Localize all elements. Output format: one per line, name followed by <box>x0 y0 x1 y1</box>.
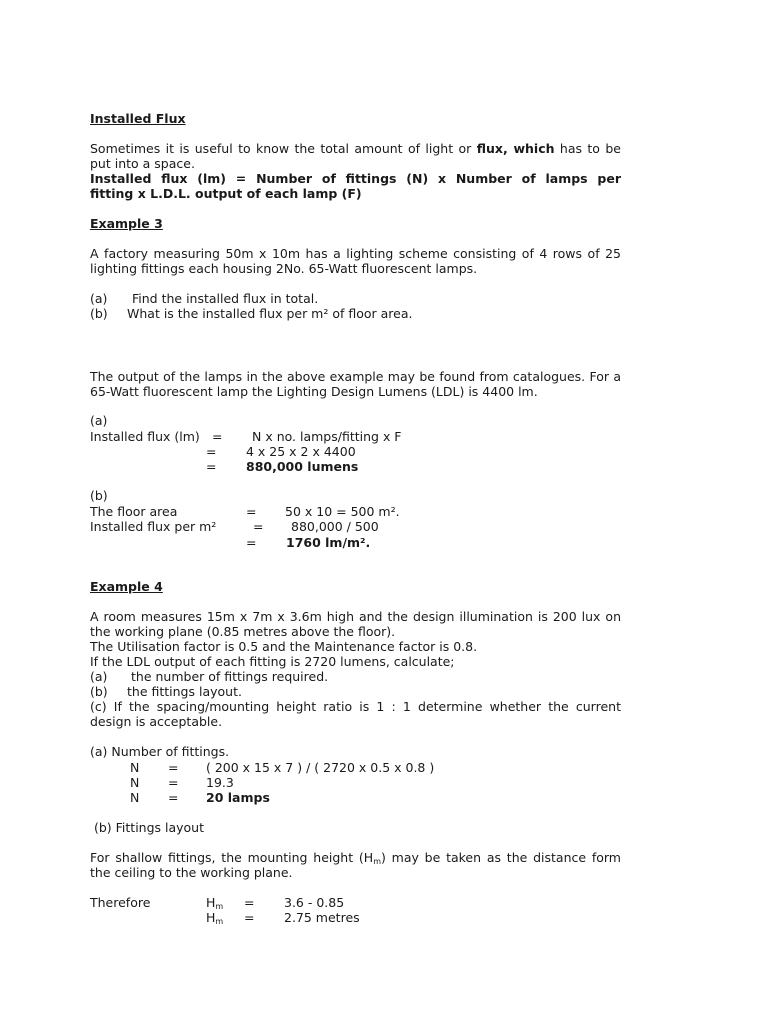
example-4-solution-a-heading: (a) Number of fittings. <box>90 744 230 759</box>
example-4-text-line-4: If the LDL output of each fitting is 2720 lumens, calculate; <box>90 654 455 669</box>
example-3-question-b-text: What is the installed flux per m² of floor area. <box>127 306 413 321</box>
example-3-solution-b-row2-label: Installed flux per m² <box>90 519 217 534</box>
installed-flux-formula-line-1: Installed flux (lm) = Number of fittings (N) x Number of lamps per <box>90 171 621 186</box>
installed-flux-formula-line-2: fitting x L.D.L. output of each lamp (F) <box>90 186 362 201</box>
example-3-solution-a-label: (a) <box>90 413 108 428</box>
example-3-question-a-label: (a) <box>90 291 108 306</box>
example-3-output-line-1: The output of the lamps in the above example may be found from catalogues. For a <box>90 369 621 384</box>
example-4-hm-equals: = <box>244 910 255 925</box>
example-4-text-line-2: the working plane (0.85 metres above the floor). <box>90 624 396 639</box>
example-3-solution-b-row1-value: 50 x 10 = 500 m². <box>285 504 400 519</box>
example-4-hm-row1-value: 3.6 - 0.85 <box>284 895 345 910</box>
example-3-solution-a-row2-value: 4 x 25 x 2 x 4400 <box>246 444 356 459</box>
example-4-hm-label: $H_m$ <box>206 910 224 926</box>
example-4-solution-b-heading: (b) Fittings layout <box>90 820 205 835</box>
example-4-n-equals: = <box>168 790 179 805</box>
example-3-solution-b-row1-equals: = <box>246 504 257 519</box>
example-4-hm-row2-value: 2.75 metres <box>284 910 360 925</box>
example-3-solution-a-row1-value: N x no. lamps/fitting x F <box>252 429 402 444</box>
example-3-solution-a-result: 880,000 lumens <box>246 459 359 474</box>
installed-flux-intro-line-2: put into a space. <box>90 156 195 171</box>
example-4-n-label: N <box>130 775 140 790</box>
example-3-text-line-2: lighting fittings each housing 2No. 65-Watt fluorescent lamps. <box>90 261 478 276</box>
example-4-question-c-line-1: (c) If the spacing/mounting height ratio is 1 : 1 determine whether the current <box>90 699 621 714</box>
example-3-question-a-text: Find the installed flux in total. <box>132 291 319 306</box>
example-3-solution-b-row2-value: 880,000 / 500 <box>291 519 379 534</box>
example-4-shallow-line-2: the ceiling to the working plane. <box>90 865 293 880</box>
example-4-n-result: 20 lamps <box>206 790 270 805</box>
example-4-n-label: N <box>130 790 140 805</box>
example-4-n-equals: = <box>168 760 179 775</box>
example-4-heading: Example 4 <box>90 579 163 594</box>
example-3-heading: Example 3 <box>90 216 163 231</box>
example-4-question-a-label: (a) <box>90 669 108 684</box>
example-4-n-row1-value: ( 200 x 15 x 7 ) / ( 2720 x 0.5 x 0.8 ) <box>206 760 435 775</box>
example-4-text-line-3: The Utilisation factor is 0.5 and the Maintenance factor is 0.8. <box>90 639 478 654</box>
example-4-hm-equals: = <box>244 895 255 910</box>
example-4-question-a-text: the number of fittings required. <box>131 669 329 684</box>
example-3-text-line-1: A factory measuring 50m x 10m has a lighting scheme consisting of 4 rows of 25 <box>90 246 621 261</box>
installed-flux-intro-line-1: Sometimes it is useful to know the total amount of light or flux, which has to be <box>90 141 621 156</box>
example-4-question-c-line-2: design is acceptable. <box>90 714 223 729</box>
example-4-n-row2-value: 19.3 <box>206 775 234 790</box>
example-4-shallow-line-1: For shallow fittings, the mounting height $(H_m)$ may be taken as the distance form <box>90 850 621 866</box>
example-3-question-b-label: (b) <box>90 306 108 321</box>
example-3-solution-b-label: (b) <box>90 488 108 503</box>
example-3-solution-a-row2-equals: = <box>206 444 217 459</box>
example-3-solution-a-row1-label: Installed flux (lm) <box>90 429 200 444</box>
section-heading-installed-flux: Installed Flux <box>90 111 186 126</box>
example-4-question-b-text: the fittings layout. <box>127 684 242 699</box>
example-3-solution-b-row3-equals: = <box>246 535 257 550</box>
example-3-solution-a-row3-equals: = <box>206 459 217 474</box>
example-4-text-line-1: A room measures 15m x 7m x 3.6m high and the design illumination is 200 lux on <box>90 609 621 624</box>
example-3-output-line-2: 65-Watt fluorescent lamp the Lighting Design Lumens (LDL) is 4400 lm. <box>90 384 538 399</box>
example-4-therefore: Therefore <box>90 895 151 910</box>
example-4-n-equals: = <box>168 775 179 790</box>
example-4-question-b-label: (b) <box>90 684 108 699</box>
example-3-solution-b-result: 1760 lm/m². <box>286 535 371 550</box>
example-4-n-label: N <box>130 760 140 775</box>
example-4-hm-label: $H_m$ <box>206 895 224 911</box>
example-3-solution-b-row2-equals: = <box>253 519 264 534</box>
example-3-solution-b-row1-label: The floor area <box>90 504 178 519</box>
example-3-solution-a-row1-equals: = <box>212 429 223 444</box>
